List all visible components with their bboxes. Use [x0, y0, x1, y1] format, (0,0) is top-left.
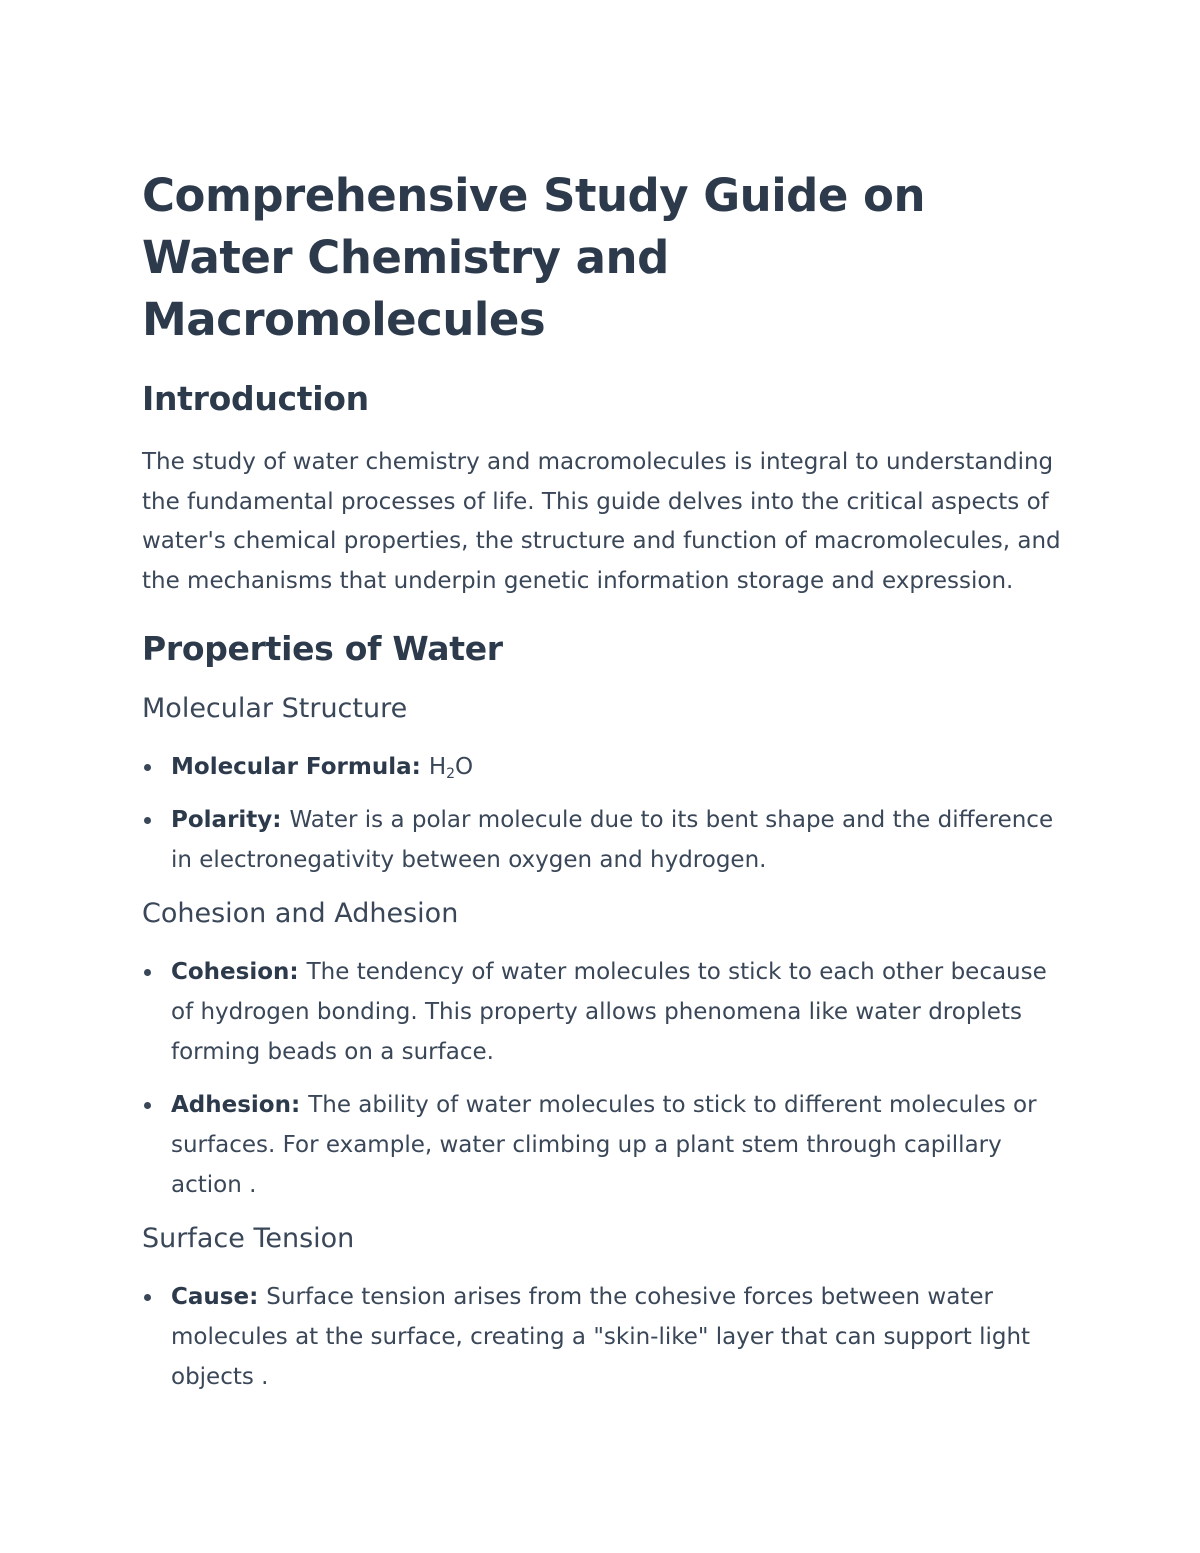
subsection-heading-molecular-structure: Molecular Structure: [142, 693, 408, 724]
bullet-icon: [144, 817, 151, 824]
bullet-icon: [144, 764, 151, 771]
molecular-structure-list: [142, 747, 1062, 880]
bullet-icon: [144, 1102, 151, 1109]
list-item-text: Surface tension arises from the cohesive forces between water molecules at the surface, creating a "skin-like" layer that can support light objects .: [171, 1284, 1031, 1390]
introduction-paragraph: The study of water chemistry and macromolecules is integral to understanding the fundamental processes of life. This guide delves into the critical aspects of water's chemical properties, the structure and function of macromolecules, and the mechanisms that underpin genetic information storage and expression.: [142, 449, 1061, 594]
list-item-text: Water is a polar molecule due to its bent shape and the difference in electronegativity between oxygen and hydrogen.: [171, 807, 1054, 873]
list-item-text: The tendency of water molecules to stick to each other because of hydrogen bonding. This property allows phenomena like water droplets forming beads on a surface.: [171, 959, 1047, 1065]
list-item-text: The ability of water molecules to stick to different molecules or surfaces. For example, water climbing up a plant stem through capillary action .: [171, 1092, 1037, 1198]
list-item: [142, 747, 1062, 787]
list-item: [142, 1277, 1062, 1397]
list-item-label: Cause:: [171, 1284, 267, 1310]
section-heading-properties-of-water: Properties of Water: [142, 629, 503, 668]
list-item-label: Molecular Formula:: [171, 754, 429, 780]
list-item-label: Polarity:: [171, 807, 290, 833]
subsection-heading-cohesion-adhesion: Cohesion and Adhesion: [142, 898, 459, 929]
list-item: [142, 1085, 1062, 1205]
bullet-icon: [144, 969, 151, 976]
cohesion-adhesion-list: [142, 952, 1062, 1205]
surface-tension-list: [142, 1277, 1062, 1397]
list-item: [142, 952, 1062, 1072]
subsection-heading-surface-tension: Surface Tension: [142, 1223, 355, 1254]
document-page: [142, 165, 1062, 1397]
section-heading-introduction: Introduction: [142, 379, 369, 418]
formula-text: $H_2O$: [428, 754, 474, 782]
bullet-icon: [144, 1294, 151, 1301]
list-item: [142, 800, 1062, 880]
list-item-label: Adhesion:: [171, 1092, 309, 1118]
list-item-label: Cohesion:: [171, 959, 307, 985]
document-title: Comprehensive Study Guide on Water Chemistry and Macromolecules: [142, 169, 925, 346]
